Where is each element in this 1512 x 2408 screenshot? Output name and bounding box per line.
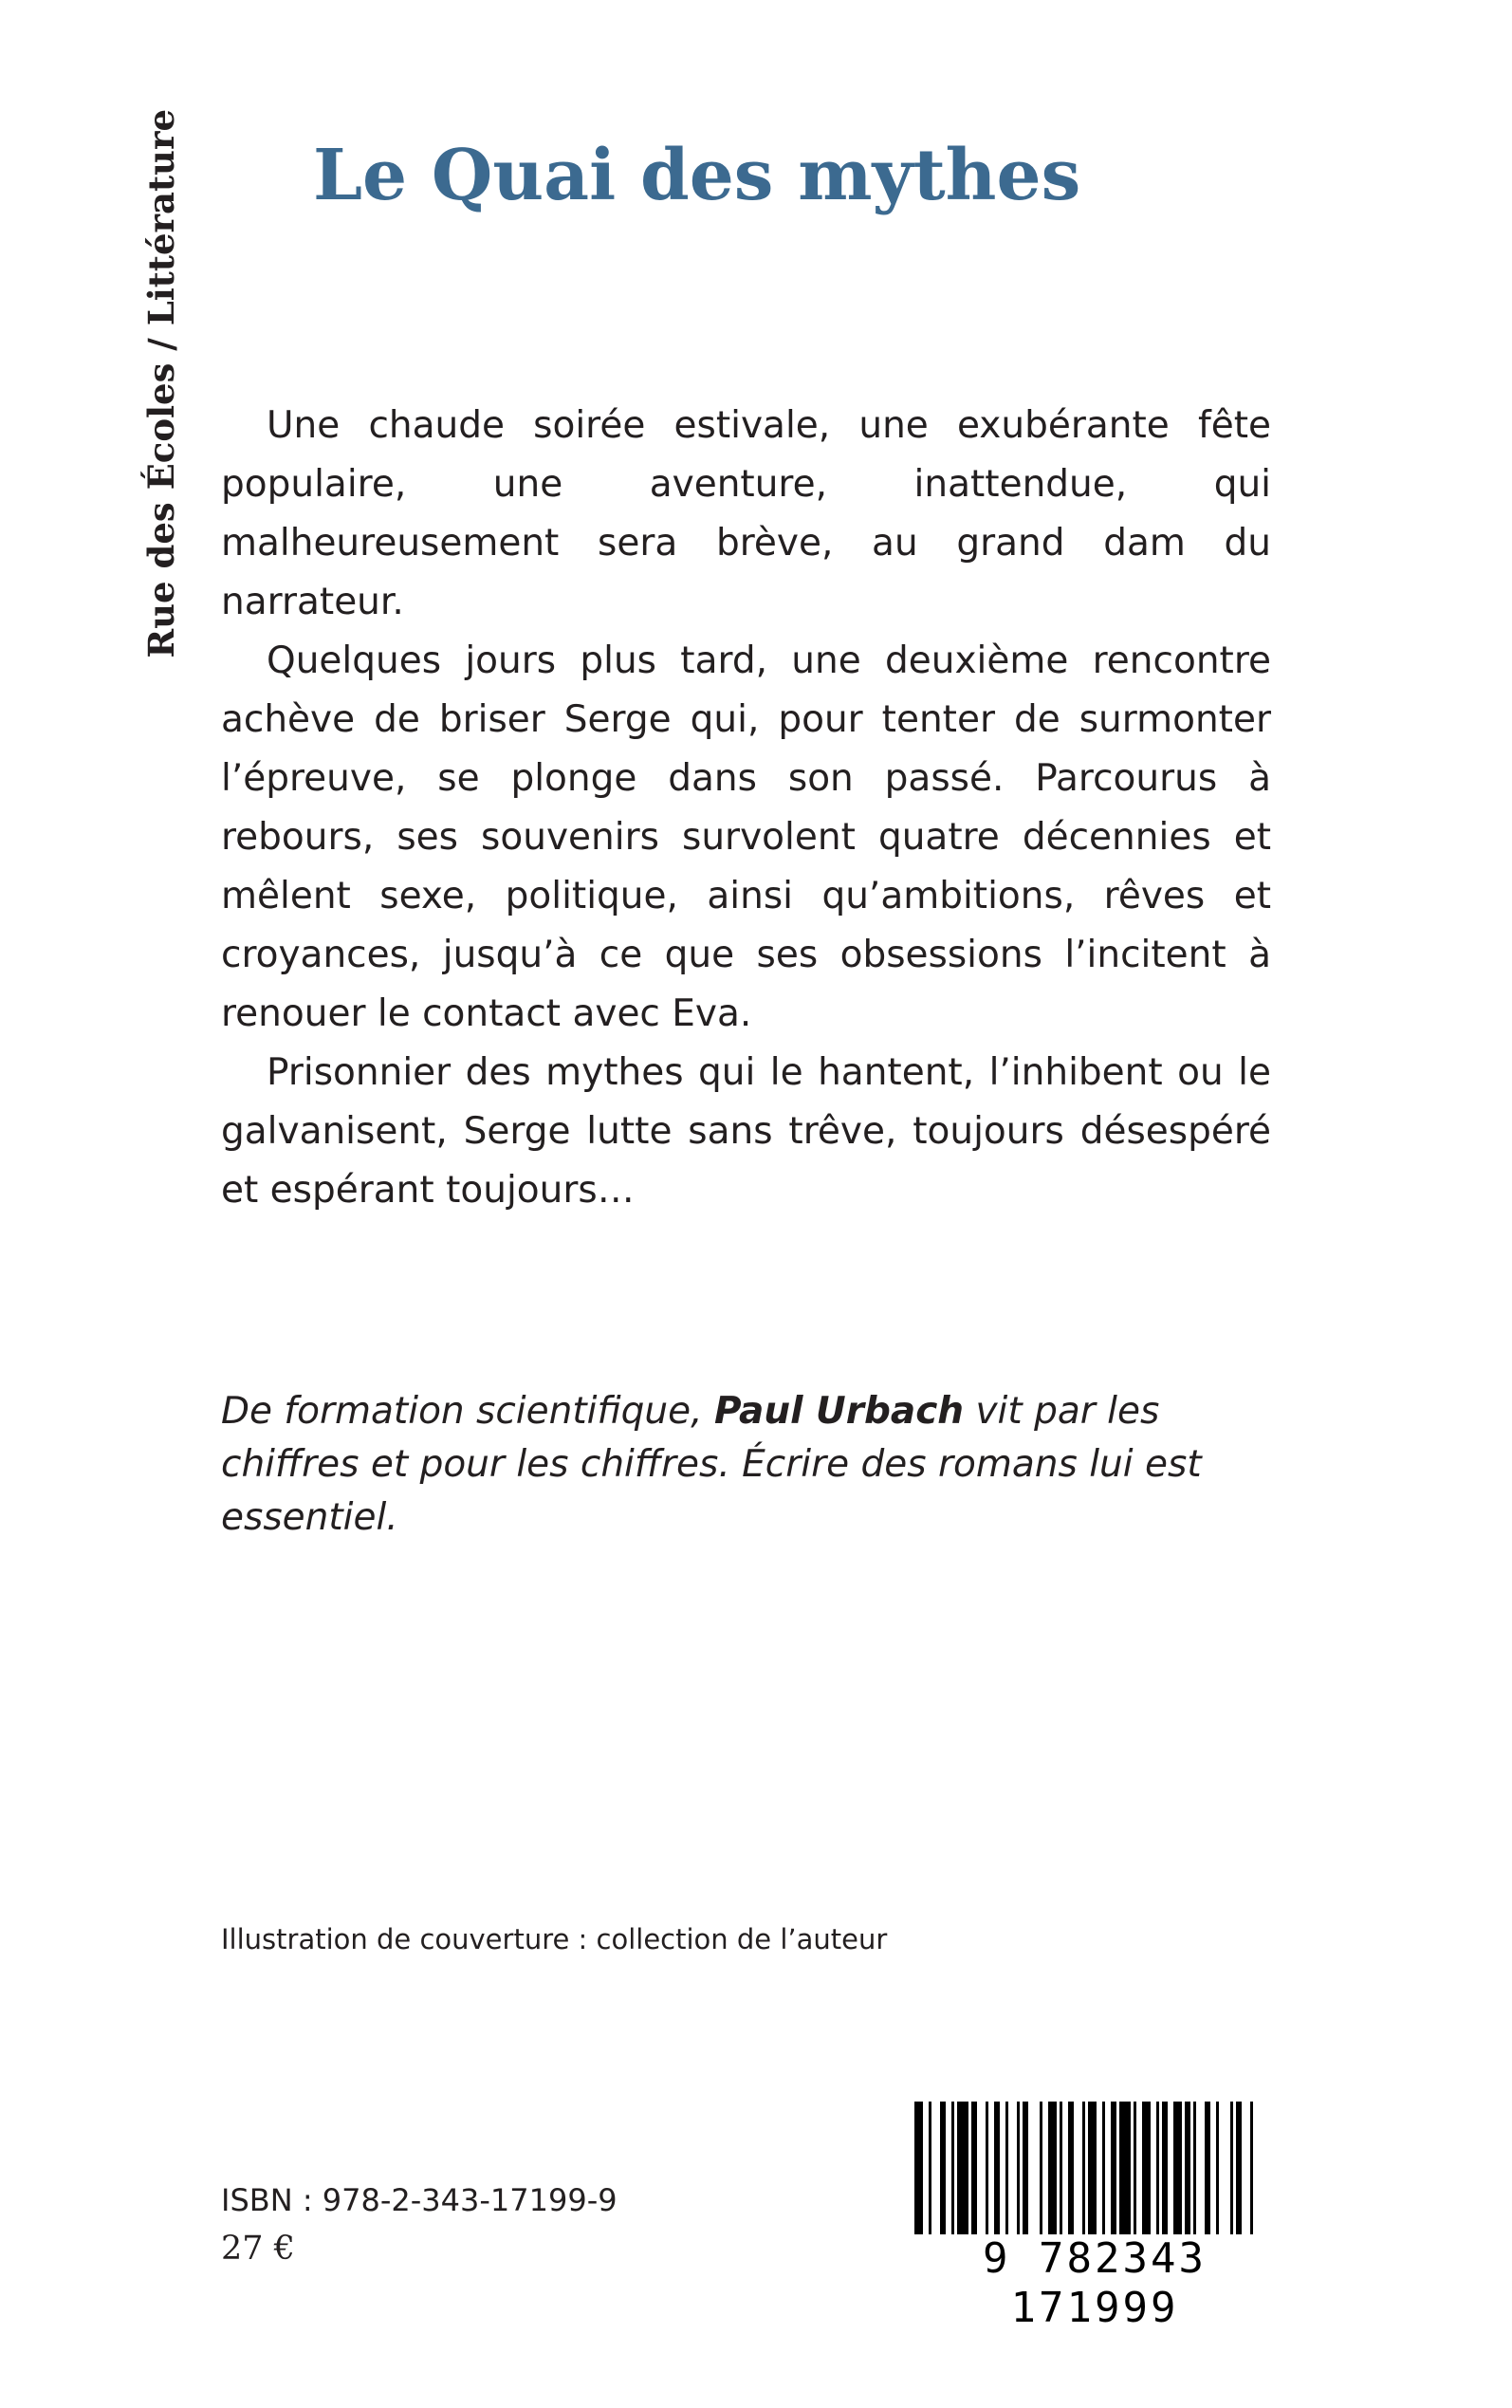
isbn: ISBN : 978-2-343-17199-9 xyxy=(221,2182,618,2218)
author-name: Paul Urbach xyxy=(713,1390,965,1433)
author-bio xyxy=(221,1385,1271,1545)
author-bio-intro: De formation scientifique, xyxy=(221,1390,714,1433)
collection-spine-label: Rue des Écoles / Littérature xyxy=(140,109,182,658)
back-cover-blurb xyxy=(221,397,1271,1220)
price: 27 € xyxy=(221,2230,295,2268)
barcode xyxy=(911,2102,1279,2332)
blurb-paragraph: Prisonnier des mythes qui le hantent, l’inhibent ou le galvanisent, Serge lutte sans trêve, toujours désespéré et espérant toujours… xyxy=(221,1051,1271,1212)
blurb-paragraph: Une chaude soirée estivale, une exubérante fête populaire, une aventure, inattendue, qui malheureusement sera brève, au grand dam du narrateur. xyxy=(221,404,1271,623)
author-bio-rest: vit par les chiffres et pour les chiffres. Écrire des romans lui est essentiel. xyxy=(221,1390,1202,1539)
barcode-bars xyxy=(911,2102,1279,2239)
book-title: Le Quai des mythes xyxy=(313,135,1081,216)
illustration-credit: Illustration de couverture : collection de l’auteur xyxy=(221,1923,888,1955)
barcode-digits: 9 782343 171999 xyxy=(911,2234,1279,2333)
blurb-paragraph: Quelques jours plus tard, une deuxième rencontre achève de briser Serge qui, pour tenter de surmonter l’épreuve, se plonge dans son passé. Parcourus à rebours, ses souvenirs survolent quatre décennies et mêlent sexe, politique, ainsi qu’ambitions, rêves et croyances, jusqu’à ce que ses obsessions l’incitent à renouer le contact avec Eva. xyxy=(221,639,1271,1035)
